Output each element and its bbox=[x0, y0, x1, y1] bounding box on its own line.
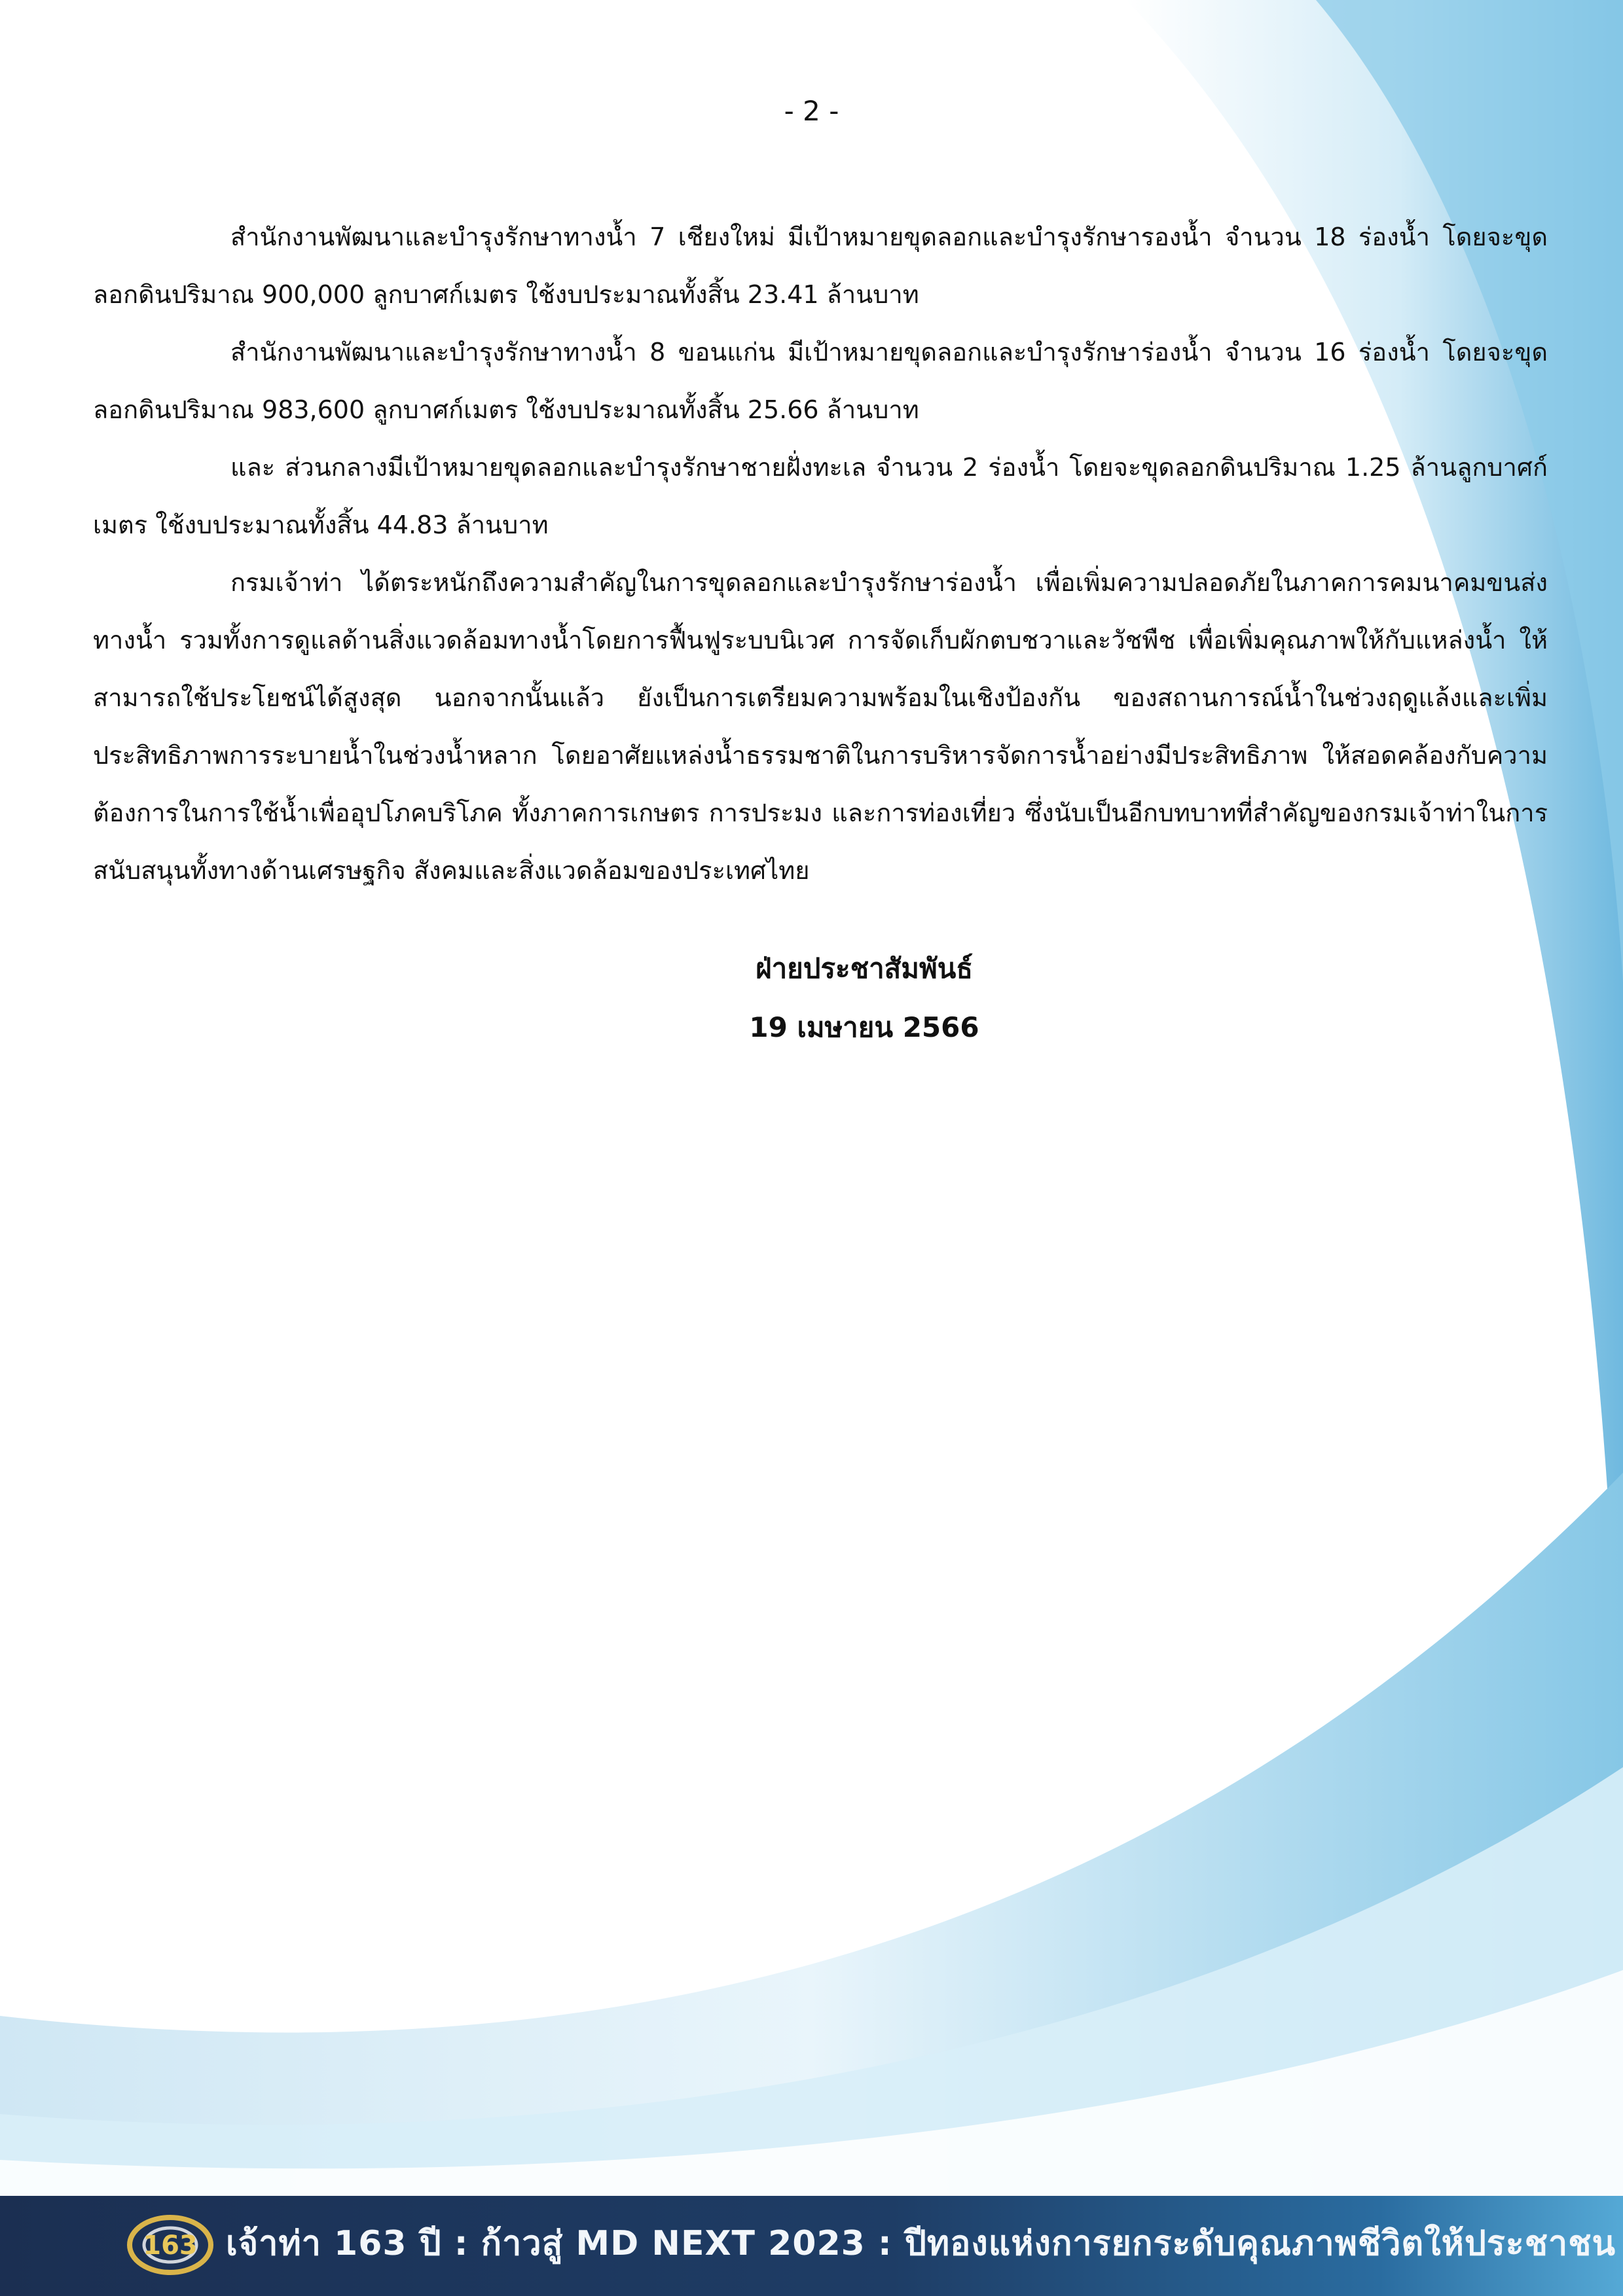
footer-slogan: เจ้าท่า 163 ปี : ก้าวสู่ MD NEXT 2023 : ปีทองแห่งการยกระดับคุณภาพชีวิตให้ประชาชน bbox=[226, 2224, 1616, 2263]
paragraph-office-7: สำนักงานพัฒนาและบำรุงรักษาทางน้ำ 7 เชียงใหม่ มีเป้าหมายขุดลอกและบำรุงรักษารองน้ำ จำนวน 18 ร่องน้ำ โดยจะขุดลอกดินปริมาณ 900,000 ลูกบาศก์เมตร ใช้งบประมาณทั้งสิ้น 23.41 ล้านบาท bbox=[93, 223, 1548, 309]
paragraph-marine-department: กรมเจ้าท่า ได้ตระหนักถึงความสำคัญในการขุดลอกและบำรุงรักษาร่องน้ำ เพื่อเพิ่มความปลอดภัยในภาคการคมนาคมขนส่งทางน้ำ รวมทั้งการดูแลด้านสิ่งแวดล้อมทางน้ำโดยการฟื้นฟูระบบนิเวศ การจัดเก็บผักตบชวาและวัชพืช เพื่อเพิ่มคุณภาพให้กับแหล่งน้ำ ให้สามารถใช้ประโยชน์ได้สูงสุด นอกจากนั้นแล้ว ยังเป็นการเตรียมความพร้อมในเชิงป้องกัน ของสถานการณ์น้ำในช่วงฤดูแล้งและเพิ่มประสิทธิภาพการระบายน้ำในช่วงน้ำหลาก โดยอาศัยแหล่งน้ำธรรมชาติในการบริหารจัดการน้ำอย่างมีประสิทธิภาพ ให้สอดคล้องกับความต้องการในการใช้น้ำเพื่ออุปโภคบริโภค ทั้งภาคการเกษตร การประมง และการท่องเที่ยว ซึ่งนับเป็นอีกบทบาทที่สำคัญของกรมเจ้าท่าในการสนับสนุนทั้งทางด้านเศรษฐกิจ สังคมและสิ่งแวดล้อมของประเทศไทย bbox=[93, 568, 1548, 885]
paragraph-office-8: สำนักงานพัฒนาและบำรุงรักษาทางน้ำ 8 ขอนแก่น มีเป้าหมายขุดลอกและบำรุงรักษาร่องน้ำ จำนวน 16 ร่องน้ำ โดยจะขุดลอกดินปริมาณ 983,600 ลูกบาศก์เมตร ใช้งบประมาณทั้งสิ้น 25.66 ล้านบาท bbox=[93, 338, 1548, 424]
article-body bbox=[93, 208, 1548, 899]
signature-department: ฝ่ายประชาสัมพันธ์ bbox=[755, 952, 974, 984]
signature-block bbox=[0, 939, 1623, 1057]
paragraph-central: และ ส่วนกลางมีเป้าหมายขุดลอกและบำรุงรักษาชายฝั่งทะเล จำนวน 2 ร่องน้ำ โดยจะขุดลอกดินปริมาณ 1.25 ล้านลูกบาศก์เมตร ใช้งบประมาณทั้งสิ้น 44.83 ล้านบาท bbox=[93, 453, 1548, 539]
logo-number: 163 bbox=[143, 2231, 198, 2261]
page-number: - 2 - bbox=[784, 95, 839, 127]
anniversary-logo-icon bbox=[124, 2207, 216, 2284]
signature-date: 19 เมษายน 2566 bbox=[749, 1011, 979, 1043]
